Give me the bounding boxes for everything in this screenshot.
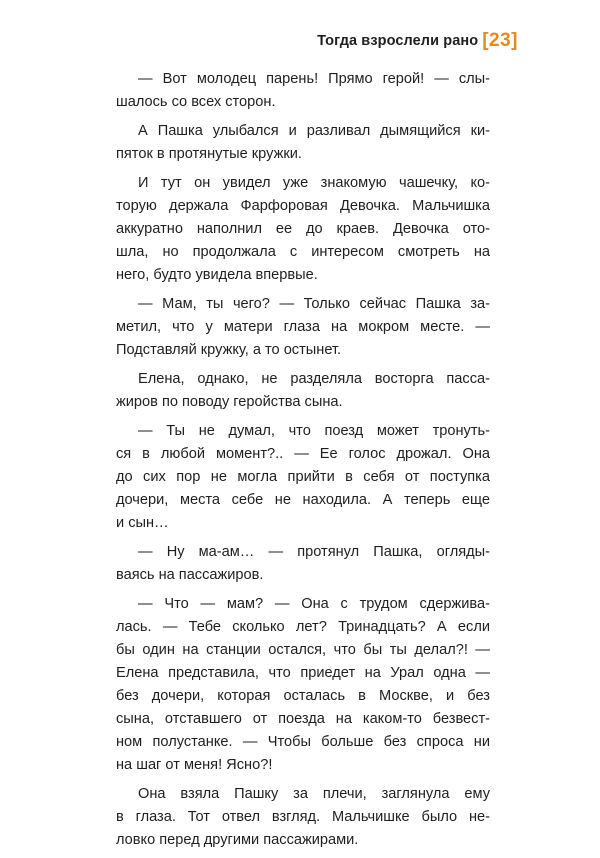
text-line: лась. — Тебе сколько лет? Тринадцать? А если: [116, 619, 490, 635]
text-line: бы один на станции остался, что бы ты делал?! —: [116, 642, 490, 658]
paragraph: [116, 68, 490, 114]
paragraph: [116, 120, 490, 166]
text-line: — Ты не думал, что поезд может тронуть-: [138, 423, 490, 439]
running-title: Тогда взрослели рано: [317, 33, 479, 49]
text-line: него, будто увидела впервые.: [116, 267, 318, 283]
text-line: — Что — мам? — Она с трудом сдержива-: [138, 596, 490, 612]
text-line: и сын…: [116, 515, 169, 531]
text-line: — Вот молодец парень! Прямо герой! — слы-: [138, 71, 490, 87]
text-line: А Пашка улыбался и разливал дымящийся ки-: [138, 123, 490, 139]
text-line: — Мам, ты чего? — Только сейчас Пашка за-: [138, 296, 490, 312]
text-line: в глаза. Тот отвел взгляд. Мальчишке было не-: [116, 809, 490, 825]
text-line: Елена представила, что приедет на Урал одна —: [116, 665, 490, 681]
text-line: И тут он увидел уже знакомую чашечку, ко-: [138, 175, 490, 191]
body-text: [116, 68, 490, 858]
text-line: ном полустанке. — Чтобы больше без спроса ни: [116, 734, 490, 750]
text-line: метил, что у матери глаза на мокром месте. —: [116, 319, 490, 335]
text-line: сына, отставшего от поезда на каком-то безвест-: [116, 711, 490, 727]
text-line: Елена, однако, не разделяла восторга пасса-: [138, 371, 490, 387]
text-line: Подставляй кружку, а то остынет.: [116, 342, 342, 358]
text-line: ловко перед другими пассажирами.: [116, 832, 359, 848]
text-line: ваясь на пассажиров.: [116, 567, 264, 583]
page-header: [317, 30, 518, 52]
paragraph: [116, 541, 490, 587]
paragraph: [116, 172, 490, 287]
text-line: торую держала Фарфоровая Девочка. Мальчишка: [116, 198, 490, 214]
text-line: шалось со всех сторон.: [116, 94, 276, 110]
text-line: до сих пор не могла прийти в себя от поступка: [116, 469, 490, 485]
page-number: [23]: [482, 30, 518, 51]
paragraph: [116, 368, 490, 414]
text-line: — Ну ма-ам… — протянул Пашка, огляды-: [138, 544, 490, 560]
text-line: шла, но продолжала с интересом смотреть на: [116, 244, 490, 260]
text-line: ся в любой момент?.. — Ее голос дрожал. Она: [116, 446, 490, 462]
text-line: Она взяла Пашку за плечи, заглянула ему: [138, 786, 490, 802]
text-line: без дочери, которая осталась в Москве, и без: [116, 688, 490, 704]
paragraph: [116, 783, 490, 852]
paragraph: [116, 593, 490, 777]
paragraph: [116, 293, 490, 362]
text-line: жиров по поводу геройства сына.: [116, 394, 343, 410]
text-line: аккуратно наполнил ее до краев. Девочка ото-: [116, 221, 490, 237]
text-line: на шаг от меня! Ясно?!: [116, 757, 273, 773]
text-line: дочери, места себе не находила. А теперь еще: [116, 492, 490, 508]
text-line: пяток в протянутые кружки.: [116, 146, 302, 162]
paragraph: [116, 420, 490, 535]
